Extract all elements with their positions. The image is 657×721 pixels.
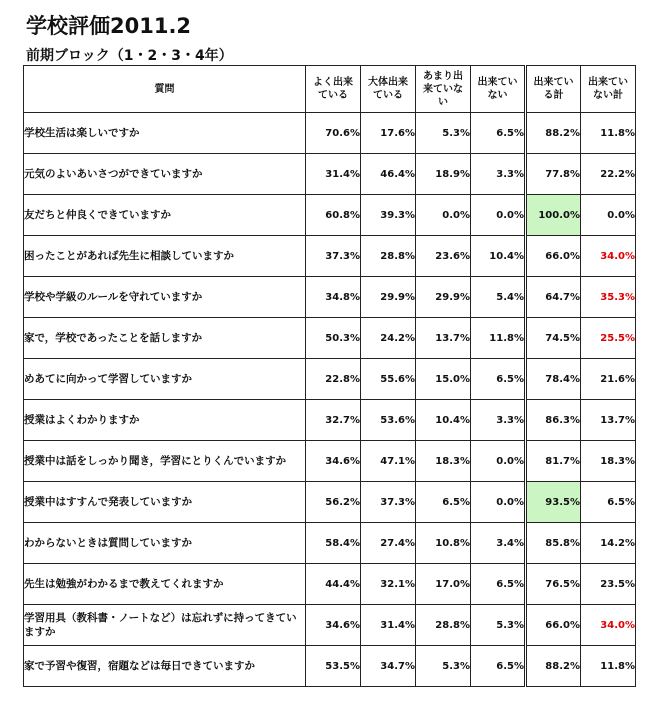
value-done-total-cell: 77.8% — [526, 154, 581, 195]
value-well-done-cell: 58.4% — [306, 523, 361, 564]
value-done-total-cell: 66.0% — [526, 236, 581, 277]
value-not-done-cell: 6.5% — [471, 113, 526, 154]
table-row — [24, 605, 636, 646]
header-not-much-done: あまり出 来ていな い — [416, 66, 471, 113]
table-header — [24, 66, 636, 113]
value-done-total-cell: 66.0% — [526, 605, 581, 646]
value-not-done-cell: 6.5% — [471, 359, 526, 400]
table-row — [24, 195, 636, 236]
value-not-done-cell: 6.5% — [471, 564, 526, 605]
value-done-total-cell: 76.5% — [526, 564, 581, 605]
value-mostly-done-cell: 47.1% — [361, 441, 416, 482]
table-row — [24, 154, 636, 195]
question-cell: めあてに向かって学習していますか — [24, 359, 306, 400]
value-done-total-cell: 93.5% — [526, 482, 581, 523]
header-row — [24, 66, 636, 113]
value-not-done-cell: 11.8% — [471, 318, 526, 359]
value-mostly-done-cell: 46.4% — [361, 154, 416, 195]
value-not-done-total-cell: 11.8% — [581, 113, 636, 154]
question-cell: わからないときは質問していますか — [24, 523, 306, 564]
value-mostly-done-cell: 39.3% — [361, 195, 416, 236]
value-not-done-cell: 3.3% — [471, 154, 526, 195]
value-not-much-done-cell: 17.0% — [416, 564, 471, 605]
value-not-done-cell: 5.4% — [471, 277, 526, 318]
value-mostly-done-cell: 37.3% — [361, 482, 416, 523]
value-not-much-done-cell: 5.3% — [416, 113, 471, 154]
question-cell: 困ったことがあれば先生に相談していますか — [24, 236, 306, 277]
value-not-done-total-cell: 23.5% — [581, 564, 636, 605]
table-row — [24, 277, 636, 318]
question-cell: 学校生活は楽しいですか — [24, 113, 306, 154]
value-not-done-cell: 6.5% — [471, 646, 526, 687]
value-not-done-total-cell: 18.3% — [581, 441, 636, 482]
question-cell: 授業中はすすんで発表していますか — [24, 482, 306, 523]
value-mostly-done-cell: 32.1% — [361, 564, 416, 605]
value-not-done-cell: 0.0% — [471, 441, 526, 482]
value-done-total-cell: 85.8% — [526, 523, 581, 564]
value-done-total-cell: 100.0% — [526, 195, 581, 236]
header-not-done-total: 出来てい ない計 — [581, 66, 636, 113]
page-subtitle: 前期ブロック（1・2・3・4年） — [26, 48, 233, 64]
table-row — [24, 359, 636, 400]
value-well-done-cell: 32.7% — [306, 400, 361, 441]
value-not-done-total-cell: 11.8% — [581, 646, 636, 687]
value-well-done-cell: 34.8% — [306, 277, 361, 318]
value-not-much-done-cell: 6.5% — [416, 482, 471, 523]
table-row — [24, 523, 636, 564]
value-well-done-cell: 37.3% — [306, 236, 361, 277]
value-done-total-cell: 74.5% — [526, 318, 581, 359]
value-mostly-done-cell: 55.6% — [361, 359, 416, 400]
table-row — [24, 236, 636, 277]
value-well-done-cell: 53.5% — [306, 646, 361, 687]
header-well-done: よく出来 ている — [306, 66, 361, 113]
table-row — [24, 564, 636, 605]
value-well-done-cell: 60.8% — [306, 195, 361, 236]
value-not-done-cell: 0.0% — [471, 195, 526, 236]
value-not-done-total-cell: 13.7% — [581, 400, 636, 441]
value-mostly-done-cell: 53.6% — [361, 400, 416, 441]
value-not-done-total-cell: 25.5% — [581, 318, 636, 359]
question-cell: 学習用具（教科書・ノートなど）は忘れずに持ってきていますか — [24, 605, 306, 646]
value-not-much-done-cell: 10.4% — [416, 400, 471, 441]
value-not-done-total-cell: 35.3% — [581, 277, 636, 318]
value-well-done-cell: 31.4% — [306, 154, 361, 195]
page-title: 学校評価2011.2 — [26, 14, 192, 38]
header-mostly-done: 大体出来 ている — [361, 66, 416, 113]
value-done-total-cell: 64.7% — [526, 277, 581, 318]
question-cell: 先生は勉強がわかるまで教えてくれますか — [24, 564, 306, 605]
value-not-much-done-cell: 5.3% — [416, 646, 471, 687]
value-mostly-done-cell: 24.2% — [361, 318, 416, 359]
question-cell: 家で予習や復習，宿題などは毎日できていますか — [24, 646, 306, 687]
value-well-done-cell: 34.6% — [306, 605, 361, 646]
value-well-done-cell: 56.2% — [306, 482, 361, 523]
value-not-done-total-cell: 21.6% — [581, 359, 636, 400]
table-row — [24, 646, 636, 687]
value-not-done-total-cell: 14.2% — [581, 523, 636, 564]
table-row — [24, 482, 636, 523]
value-done-total-cell: 88.2% — [526, 113, 581, 154]
header-question: 質問 — [24, 66, 306, 113]
value-not-done-total-cell: 6.5% — [581, 482, 636, 523]
question-cell: 友だちと仲良くできていますか — [24, 195, 306, 236]
value-not-done-cell: 0.0% — [471, 482, 526, 523]
value-not-much-done-cell: 18.9% — [416, 154, 471, 195]
survey-table — [23, 65, 636, 687]
value-not-much-done-cell: 15.0% — [416, 359, 471, 400]
value-done-total-cell: 86.3% — [526, 400, 581, 441]
value-well-done-cell: 34.6% — [306, 441, 361, 482]
value-not-done-cell: 3.4% — [471, 523, 526, 564]
value-mostly-done-cell: 34.7% — [361, 646, 416, 687]
value-not-done-total-cell: 34.0% — [581, 236, 636, 277]
value-done-total-cell: 78.4% — [526, 359, 581, 400]
table-row — [24, 400, 636, 441]
value-not-done-cell: 10.4% — [471, 236, 526, 277]
value-not-done-cell: 5.3% — [471, 605, 526, 646]
value-not-much-done-cell: 18.3% — [416, 441, 471, 482]
value-mostly-done-cell: 29.9% — [361, 277, 416, 318]
value-well-done-cell: 70.6% — [306, 113, 361, 154]
question-cell: 元気のよいあいさつができていますか — [24, 154, 306, 195]
value-mostly-done-cell: 17.6% — [361, 113, 416, 154]
value-well-done-cell: 22.8% — [306, 359, 361, 400]
value-not-done-total-cell: 22.2% — [581, 154, 636, 195]
value-mostly-done-cell: 28.8% — [361, 236, 416, 277]
table-row — [24, 113, 636, 154]
value-not-done-cell: 3.3% — [471, 400, 526, 441]
value-well-done-cell: 44.4% — [306, 564, 361, 605]
value-not-done-total-cell: 34.0% — [581, 605, 636, 646]
table-row — [24, 441, 636, 482]
value-mostly-done-cell: 27.4% — [361, 523, 416, 564]
question-cell: 授業中は話をしっかり聞き，学習にとりくんでいますか — [24, 441, 306, 482]
value-not-much-done-cell: 29.9% — [416, 277, 471, 318]
header-not-done: 出来てい ない — [471, 66, 526, 113]
question-cell: 授業はよくわかりますか — [24, 400, 306, 441]
question-cell: 学校や学級のルールを守れていますか — [24, 277, 306, 318]
value-done-total-cell: 88.2% — [526, 646, 581, 687]
value-not-much-done-cell: 28.8% — [416, 605, 471, 646]
question-cell: 家で，学校であったことを話しますか — [24, 318, 306, 359]
header-done-total: 出来てい る計 — [526, 66, 581, 113]
table-row — [24, 318, 636, 359]
table-body — [24, 113, 636, 687]
value-done-total-cell: 81.7% — [526, 441, 581, 482]
value-not-much-done-cell: 10.8% — [416, 523, 471, 564]
value-not-much-done-cell: 0.0% — [416, 195, 471, 236]
value-well-done-cell: 50.3% — [306, 318, 361, 359]
value-mostly-done-cell: 31.4% — [361, 605, 416, 646]
value-not-done-total-cell: 0.0% — [581, 195, 636, 236]
value-not-much-done-cell: 13.7% — [416, 318, 471, 359]
value-not-much-done-cell: 23.6% — [416, 236, 471, 277]
